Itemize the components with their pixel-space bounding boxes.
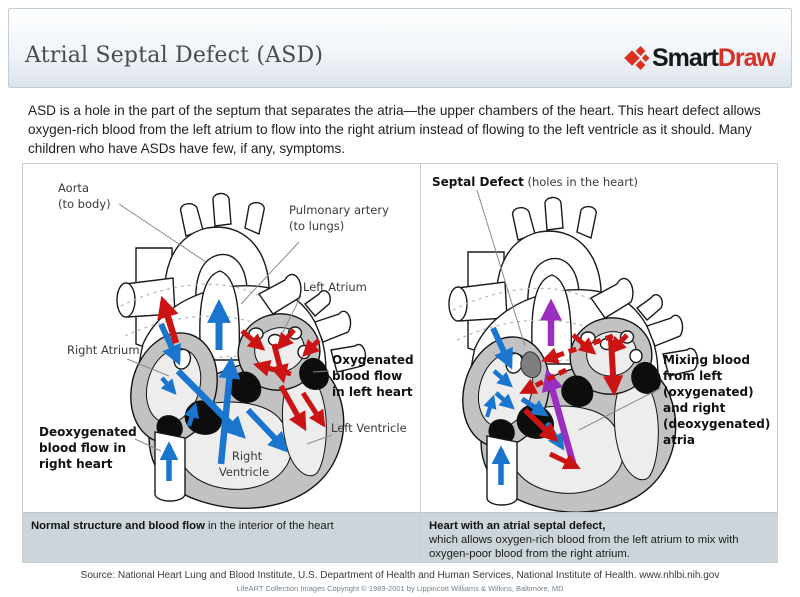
- caption-bold-text: Heart with an atrial septal defect,: [429, 520, 606, 532]
- page-title: Atrial Septal Defect (ASD): [25, 43, 324, 68]
- svg-text:Mixing blood: Mixing blood: [663, 353, 750, 367]
- svg-text:Right: Right: [231, 449, 263, 463]
- caption-line2: which allows oxygen-rich blood from the left atrium to mix with: [429, 534, 739, 547]
- svg-text:Ventricle: Ventricle: [218, 465, 270, 479]
- intro-paragraph: ASD is a hole in the part of the septum that separates the atria—the upper chambers of the heart. This heart defect allows oxygen-rich blood from the left atrium to flow into the right atrium instead of flowing to the left ventricle as it should. Many children who have ASDs have few, if any, symptoms.: [28, 103, 761, 157]
- caption-bold-text: Normal structure and blood flow: [31, 520, 205, 532]
- asd-heart-diagram: [421, 164, 778, 514]
- svg-text:in left heart: in left heart: [332, 385, 413, 399]
- smartdraw-diamonds-icon: [622, 45, 649, 72]
- svg-text:(oxygenated): (oxygenated): [663, 385, 754, 399]
- svg-text:atria: atria: [663, 433, 695, 447]
- pulmonary-artery-label: [289, 203, 389, 233]
- svg-text:(to body): (to body): [58, 197, 111, 211]
- aorta-label: [58, 181, 111, 211]
- svg-text:from left: from left: [663, 369, 723, 383]
- left-atrium-label: Left Atrium: [303, 280, 367, 294]
- septal-defect-label: Septal Defect (holes in the heart): [432, 175, 638, 189]
- copyright-notice: LifeART Collection Images Copyright © 1989-2001 by Lippincott Williams & Wilkins, Baltimore, MD: [236, 584, 564, 593]
- asd-heart-caption: [421, 512, 778, 562]
- diagram-figure: [22, 163, 778, 563]
- right-atrium-label: Right Atrium: [67, 343, 140, 357]
- caption-line3: oxygen-poor blood from the right atrium.: [429, 548, 630, 561]
- asd-heart-panel: [421, 164, 778, 562]
- svg-text:blood flow in: blood flow in: [39, 441, 127, 455]
- svg-text:right heart: right heart: [39, 457, 113, 471]
- smartdraw-logo: [622, 45, 775, 72]
- oxygenated-flow-label: [332, 353, 414, 399]
- left-ventricle-label: Left Ventricle: [331, 421, 407, 435]
- title-bar: [8, 8, 792, 88]
- svg-text:Pulmonary artery: Pulmonary artery: [289, 203, 389, 217]
- svg-text:and right: and right: [663, 401, 726, 415]
- svg-text:Deoxygenated: Deoxygenated: [39, 425, 137, 439]
- svg-text:(to lungs): (to lungs): [289, 219, 345, 233]
- normal-heart-panel: [23, 164, 421, 562]
- source-attribution: Source: National Heart Lung and Blood Institute, U.S. Department of Health and Human Services, National Institute of Health. www.nhlbi.nih.gov: [80, 570, 720, 581]
- svg-text:blood flow: blood flow: [332, 369, 403, 383]
- normal-heart-diagram: [23, 164, 420, 514]
- logo-wordmark: SmartDraw: [651, 44, 775, 72]
- normal-heart-caption: [23, 512, 420, 562]
- deoxygenated-flow-label: [39, 425, 137, 471]
- svg-text:(deoxygenated): (deoxygenated): [663, 417, 771, 431]
- svg-text:Oxygenated: Oxygenated: [332, 353, 414, 367]
- svg-text:Aorta: Aorta: [58, 181, 89, 195]
- caption-regular-text: in the interior of the heart: [204, 520, 334, 532]
